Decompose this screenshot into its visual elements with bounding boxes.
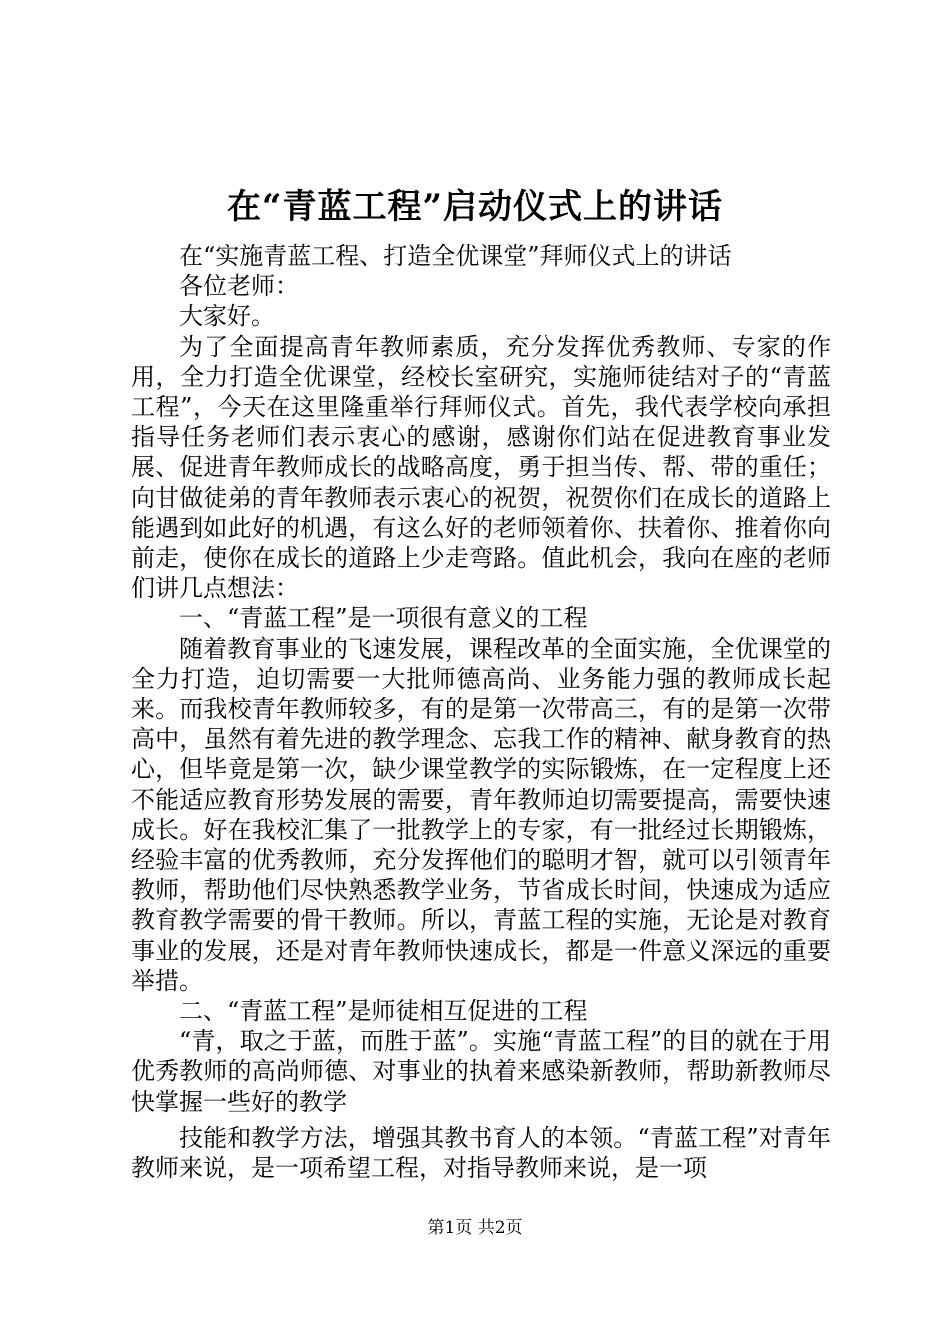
paragraph-salutation: 各位老师： xyxy=(179,272,299,301)
section-heading-1: 一、“青蓝工程”是一项很有意义的工程 xyxy=(179,604,588,633)
paragraph-greeting: 大家好。 xyxy=(179,302,275,331)
paragraph-section-1: 随着教育事业的飞速发展，课程改革的全面实施，全优课堂的全力打造，迫切需要一大批师德高尚、业务能力强的教师成长起来。而我校青年教师较多，有的是第一次带高三，有的是第一次带高中，虽然有着先进的教学理念、忘我工作的精神、献身教育的热心，但毕竟是第一次，缺少课堂教学的实际锻炼，在一定程度上还不能适应教育形势发展的需要，青年教师迫切需要提高，需要快速成长。好在我校汇集了一批教学上的专家，有一批经过长期锻炼，经验丰富的优秀教师，充分发挥他们的聪明才智，就可以引领青年教师，帮助他们尽快熟悉教学业务，节省成长时间，快速成为适应教育教学需要的骨干教师。所以，青蓝工程的实施，无论是对教育事业的发展，还是对青年教师快速成长，都是一件意义深远的重要举措。 xyxy=(131,634,831,995)
paragraph-section-2-continued: 技能和教学方法，增强其教书育人的本领。“青蓝工程”对青年教师来说，是一项希望工程，对指导教师来说，是一项 xyxy=(131,1123,831,1183)
document-body xyxy=(131,241,831,1183)
paragraph-subtitle: 在“实施青蓝工程、打造全优课堂”拜师仪式上的讲话 xyxy=(179,242,732,270)
document-title: 在“青蓝工程”启动仪式上的讲话 xyxy=(226,187,724,227)
page-footer: 第1页 共2页 xyxy=(427,1218,523,1238)
section-heading-2: 二、“青蓝工程”是师徒相互促进的工程 xyxy=(179,997,588,1026)
paragraph-section-2: “青，取之于蓝，而胜于蓝”。实施“青蓝工程”的目的就在于用优秀教师的高尚师德、对事业的执着来感染新教师，帮助新教师尽快掌握一些好的教学 xyxy=(131,1027,831,1116)
paragraph-intro: 为了全面提高青年教师素质，充分发挥优秀教师、专家的作用，全力打造全优课堂，经校长室研究，实施师徒结对子的“青蓝工程”，今天在这里隆重举行拜师仪式。首先，我代表学校向承担指导任务老师们表示衷心的感谢，感谢你们站在促进教育事业发展、促进青年教师成长的战略高度，勇于担当传、帮、带的重任；向甘做徒弟的青年教师表示衷心的祝贺，祝贺你们在成长的道路上能遇到如此好的机遇，有这么好的老师领着你、扶着你、推着你向前走，使你在成长的道路上少走弯路。值此机会，我向在座的老师们讲几点想法： xyxy=(131,332,831,603)
